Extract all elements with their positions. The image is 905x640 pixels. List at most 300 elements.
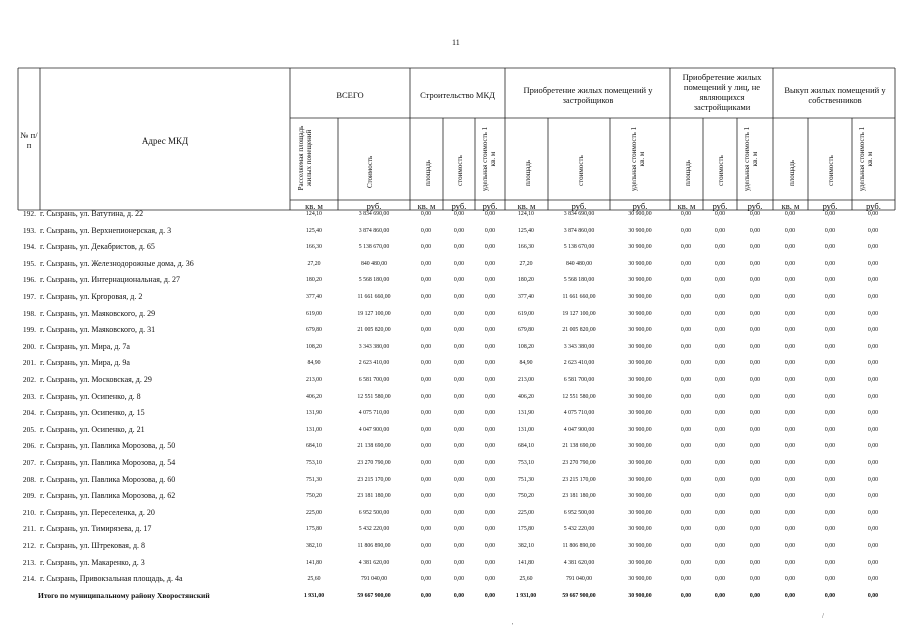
row-cell: 30 900,00 [628,310,652,317]
row-number: 210. [22,507,36,517]
row-cell: 0,00 [484,343,496,350]
row-cell: 0,00 [453,343,465,350]
row-cell: 0,00 [453,393,465,400]
row-number: 208. [22,474,36,484]
row-cell: 0,00 [784,377,796,383]
row-cell: 4 075 710,00 [563,410,595,417]
row-cell: 377,40 [306,294,322,300]
row-cell: 23 270 790,00 [357,460,391,466]
row-cell: 0,00 [714,227,726,234]
row-cell: 12 551 580,00 [562,393,596,400]
table-row [0,425,905,442]
row-cell: 0,00 [867,509,879,516]
row-cell: 0,00 [453,476,465,483]
row-cell: 166,30 [518,244,534,251]
row-cell: 131,90 [306,410,322,417]
row-cell: 0,00 [714,360,726,367]
row-cell: 0,00 [484,227,496,234]
row-cell: 30 900,00 [628,509,652,516]
row-number: 213. [22,557,36,567]
row-number: 199. [22,325,36,335]
row-cell: 0,00 [714,377,726,383]
row-cell: 5 568 180,00 [358,277,390,284]
table-row [0,342,905,359]
row-cell: 0,00 [867,393,879,400]
header-buyout: Выкуп жилых помещений у собственников [784,85,886,105]
row-cell: 0,00 [867,277,879,284]
row-cell: 30 900,00 [628,493,652,500]
table-row [0,358,905,375]
row-cell: 0,00 [824,410,836,417]
row-cell: 0,00 [784,211,796,217]
row-cell: 0,00 [824,260,836,267]
subheader-buy-unit: удельная стоимость 1 кв. м [858,126,874,192]
row-cell: 0,00 [749,294,761,300]
row-address: г. Сызрань, Привокзальная площадь, д. 4а [40,574,183,584]
unit-7: руб. [632,201,648,211]
row-cell: 0,00 [453,509,465,516]
row-cell: 382,10 [306,543,322,549]
row-cell: 59 667 900,00 [357,592,391,599]
row-cell: 0,00 [714,576,726,583]
row-address: г. Сызрань, ул. Павлика Морозова, д. 54 [40,458,176,467]
row-cell: 30 900,00 [628,592,652,599]
table-row [0,458,905,475]
row-cell: 0,00 [680,493,692,500]
row-cell: 0,00 [867,559,879,566]
unit-3: руб. [451,201,467,211]
row-address: г. Сызрань, ул. Тимирязева, д. 17 [40,524,152,534]
row-cell: 619,00 [306,310,322,317]
row-cell: 0,00 [714,244,726,251]
row-cell: 0,00 [680,227,692,234]
row-cell: 0,00 [484,377,496,383]
row-cell: 0,00 [867,244,879,251]
row-cell: 5 432 220,00 [358,526,390,533]
row-cell: 0,00 [420,310,432,317]
row-cell: 0,00 [484,260,496,267]
row-number: 193. [22,225,36,235]
row-cell: 0,00 [484,509,496,516]
row-cell: 30 900,00 [628,343,652,350]
row-cell: 11 806 890,00 [357,543,391,549]
row-number: 198. [22,308,36,318]
table-row [0,242,905,259]
row-cell: 0,00 [714,343,726,350]
row-cell: 108,20 [518,343,534,350]
unit-4: руб. [482,201,498,211]
row-number: 214. [22,574,36,584]
row-cell: 19 127 100,00 [357,310,391,317]
row-cell: 0,00 [749,460,761,466]
row-cell: 791 040,00 [565,576,593,583]
row-cell: 0,00 [824,493,836,500]
row-number: 212. [22,541,36,550]
row-cell: 4 381 620,00 [358,559,390,566]
row-cell: 4 381 620,00 [563,559,595,566]
table-row [0,226,905,243]
row-cell: 0,00 [714,310,726,317]
row-cell: 0,00 [484,543,496,549]
row-cell: 619,00 [518,310,534,317]
row-cell: 0,00 [824,460,836,466]
row-address: г. Сызрань, ул. Осипенко, д. 15 [40,408,145,418]
row-cell: 0,00 [420,576,432,583]
row-cell: 0,00 [714,410,726,417]
row-cell: 30 900,00 [628,360,652,367]
row-cell: 0,00 [484,294,496,300]
row-cell: 0,00 [420,294,432,300]
row-cell: 0,00 [420,493,432,500]
row-cell: 0,00 [749,526,761,533]
row-cell: 0,00 [749,410,761,417]
row-cell: 0,00 [867,211,879,217]
row-cell: 0,00 [784,559,796,566]
row-cell: 2 623 410,00 [358,360,390,367]
row-address: г. Сызрань, ул. Декабристов, д. 65 [40,242,155,252]
row-cell: 0,00 [784,310,796,317]
row-cell: 0,00 [680,460,692,466]
row-cell: 0,00 [784,443,796,450]
row-cell: 0,00 [453,493,465,500]
total-label: Итого по муниципальному району Хворостянский [38,590,210,600]
row-cell: 30 900,00 [628,410,652,417]
row-cell: 3 874 860,00 [563,227,595,234]
row-cell: 0,00 [420,543,432,549]
row-cell: 30 900,00 [628,244,652,251]
row-cell: 0,00 [824,509,836,516]
row-cell: 3 343 380,00 [563,343,595,350]
row-cell: 4 047 900,00 [358,426,390,433]
row-cell: 125,40 [518,227,534,234]
row-cell: 0,00 [484,476,496,483]
row-cell: 0,00 [453,592,465,599]
unit-11: кв. м [781,201,800,211]
row-cell: 0,00 [420,509,432,516]
row-cell: 124,10 [306,211,322,217]
row-address: г. Сызрань, ул. Осипенко, д. 21 [40,424,145,434]
row-address: г. Сызрань, ул. Маяковского, д. 31 [40,325,156,335]
row-cell: 0,00 [749,576,761,583]
table-row [0,275,905,292]
row-cell: 0,00 [420,393,432,400]
row-cell: 791 040,00 [360,576,388,583]
row-cell: 0,00 [824,393,836,400]
row-cell: 0,00 [484,310,496,317]
row-cell: 0,00 [867,592,879,599]
row-cell: 0,00 [680,360,692,367]
row-cell: 0,00 [453,559,465,566]
row-cell: 0,00 [749,343,761,350]
row-cell: 0,00 [484,211,496,217]
header-num: № п/п [20,130,38,150]
row-cell: 0,00 [680,310,692,317]
row-address: г. Сызрань, ул. Мира, д. 9а [40,358,130,368]
header-from-non-developers: Приобретение жилых помещений у лиц, не являющихся застройщиками [682,72,762,112]
row-cell: 0,00 [824,559,836,566]
row-cell: 406,20 [306,393,322,400]
row-cell: 0,00 [680,592,692,599]
row-cell: 0,00 [484,592,496,599]
row-cell: 0,00 [484,327,496,334]
row-cell: 751,30 [518,476,534,483]
row-cell: 750,20 [306,493,322,500]
header-total: ВСЕГО [336,90,364,100]
table-row [0,325,905,342]
row-cell: 30 900,00 [628,526,652,533]
row-cell: 11 661 660,00 [357,294,391,300]
row-cell: 0,00 [420,476,432,483]
row-cell: 0,00 [484,559,496,566]
row-cell: 0,00 [420,327,432,334]
row-cell: 30 900,00 [628,227,652,234]
row-cell: 30 900,00 [628,294,652,300]
table-row [0,309,905,326]
unit-12: руб. [822,201,838,211]
row-cell: 30 900,00 [628,460,652,466]
row-cell: 0,00 [784,543,796,549]
subheader-resettled-area: Расселяемая площадь жилых помещений [297,125,313,191]
row-cell: 0,00 [867,476,879,483]
unit-2: кв. м [417,201,436,211]
row-cell: 0,00 [824,526,836,533]
row-cell: 0,00 [420,426,432,433]
unit-13: руб. [866,201,881,211]
row-cell: 21 138 690,00 [357,443,391,450]
row-number: 206. [22,441,36,451]
row-cell: 0,00 [749,426,761,433]
row-number: 200. [22,341,36,351]
row-cell: 0,00 [680,443,692,450]
row-cell: 0,00 [867,443,879,450]
row-cell: 0,00 [484,493,496,500]
unit-0: кв. м [305,201,323,211]
row-cell: 30 900,00 [628,543,652,549]
row-cell: 0,00 [824,543,836,549]
row-cell: 166,30 [306,244,322,251]
row-cell: 0,00 [714,211,726,217]
row-cell: 0,00 [453,260,465,267]
row-cell: 30 900,00 [628,559,652,566]
row-cell: 0,00 [824,211,836,217]
row-cell: 225,00 [306,509,322,516]
row-cell: 0,00 [484,426,496,433]
row-cell: 0,00 [749,244,761,251]
row-number: 205. [22,424,36,434]
row-address: г. Сызрань, ул. Железнодорожные дома, д. 36 [40,258,194,268]
row-cell: 0,00 [680,559,692,566]
row-cell: 0,00 [824,576,836,583]
row-cell: 0,00 [784,592,796,599]
row-cell: 0,00 [867,426,879,433]
row-cell: 0,00 [484,443,496,450]
row-address: г. Сызрань, ул. Павлика Морозова, д. 50 [40,441,176,451]
row-cell: 0,00 [824,426,836,433]
row-cell: 30 900,00 [628,576,652,583]
row-cell: 0,00 [680,393,692,400]
unit-8: кв. м [677,201,696,211]
row-cell: 131,90 [518,410,534,417]
row-cell: 0,00 [680,426,692,433]
row-cell: 0,00 [484,576,496,583]
table-row [0,408,905,425]
row-cell: 0,00 [714,543,726,549]
row-address: г. Сызрань, ул. Верхнепионерская, д. 3 [40,225,172,235]
unit-5: кв. м [517,201,536,211]
row-cell: 2 623 410,00 [563,360,595,367]
row-cell: 27,20 [307,260,321,267]
row-cell: 0,00 [420,377,432,383]
row-cell: 0,00 [749,559,761,566]
row-cell: 0,00 [749,377,761,383]
subheader-buy-cost: стоимость [827,155,835,186]
subheader-constr-area: площадь [424,160,432,186]
row-cell: 175,80 [518,526,534,533]
row-cell: 0,00 [714,509,726,516]
row-address: г. Сызрань, ул. Осипенко, д. 8 [40,391,141,401]
subheader-dev-area: площадь [524,160,532,186]
row-cell: 0,00 [484,526,496,533]
row-cell: 0,00 [749,327,761,334]
row-cell: 23 215 170,00 [562,476,596,483]
row-cell: 0,00 [680,244,692,251]
row-cell: 0,00 [484,460,496,466]
row-cell: 0,00 [453,360,465,367]
row-cell: 0,00 [749,509,761,516]
row-number: 211. [23,524,36,534]
row-cell: 141,80 [518,559,534,566]
row-cell: 0,00 [420,592,432,599]
row-address: г. Сызрань, ул. Мира, д. 7а [40,341,130,351]
subheader-nondev-unit: удельная стоимость 1 кв. м [743,126,759,192]
row-cell: 0,00 [420,343,432,350]
row-cell: 11 661 660,00 [562,294,596,300]
row-cell: 0,00 [824,227,836,234]
row-cell: 0,00 [453,327,465,334]
row-cell: 0,00 [420,410,432,417]
row-cell: 3 834 690,00 [563,211,595,217]
row-cell: 6 581 700,00 [358,377,390,383]
row-cell: 59 667 900,00 [562,592,596,599]
row-cell: 684,10 [518,443,534,450]
row-cell: 0,00 [680,543,692,549]
row-cell: 0,00 [784,360,796,367]
row-cell: 27,20 [519,260,533,267]
scan-mark: / [822,612,824,620]
row-cell: 5 432 220,00 [563,526,595,533]
row-cell: 840 480,00 [565,260,593,267]
row-cell: 0,00 [714,592,726,599]
row-cell: 21 005 820,00 [562,327,596,334]
row-cell: 0,00 [749,360,761,367]
row-address: г. Сызрань, ул. Ватутина, д. 22 [40,209,144,218]
row-cell: 0,00 [784,576,796,583]
row-cell: 30 900,00 [628,211,652,217]
row-cell: 131,00 [518,426,534,433]
row-number: 197. [22,292,36,301]
subheader-constr-unit: удельная стоимость 1 кв. м [481,126,497,192]
row-cell: 12 551 580,00 [357,393,391,400]
row-cell: 141,80 [306,559,322,566]
row-cell: 225,00 [518,509,534,516]
row-cell: 0,00 [867,543,879,549]
table-row [0,508,905,525]
row-cell: 0,00 [453,410,465,417]
row-cell: 0,00 [453,426,465,433]
row-cell: 0,00 [824,343,836,350]
row-cell: 679,80 [306,327,322,334]
row-cell: 0,00 [784,227,796,234]
row-cell: 30 900,00 [628,393,652,400]
row-cell: 0,00 [680,211,692,217]
row-cell: 0,00 [784,476,796,483]
row-cell: 25,60 [519,576,533,583]
subheader-buy-area: площадь [788,160,796,186]
row-cell: 23 181 180,00 [357,493,391,500]
row-cell: 406,20 [518,393,534,400]
row-cell: 0,00 [714,493,726,500]
row-cell: 0,00 [824,327,836,334]
row-address: г. Сызрань, ул. Переселенка, д. 20 [40,507,155,517]
row-cell: 0,00 [784,244,796,251]
table-row [0,392,905,409]
row-cell: 30 900,00 [628,426,652,433]
row-cell: 0,00 [867,310,879,317]
row-address: г. Сызрань, ул. Московская, д. 29 [40,375,152,384]
row-number: 209. [22,491,36,501]
row-cell: 3 343 380,00 [358,343,390,350]
row-cell: 4 047 900,00 [563,426,595,433]
row-number: 204. [22,408,36,418]
row-cell: 0,00 [420,277,432,284]
row-address: г. Сызрань, ул. Макаренко, д. 3 [40,557,145,567]
row-cell: 4 075 710,00 [358,410,390,417]
page-number: 11 [452,38,460,47]
row-cell: 213,00 [306,377,322,383]
row-cell: 0,00 [453,277,465,284]
row-number: 195. [22,258,36,268]
row-cell: 0,00 [453,460,465,466]
row-cell: 0,00 [749,277,761,284]
row-number: 202. [22,375,36,384]
row-cell: 0,00 [453,227,465,234]
row-cell: 0,00 [453,543,465,549]
row-cell: 30 900,00 [628,476,652,483]
row-address: г. Сызрань, ул. Штрековая, д. 8 [40,541,146,550]
unit-9: руб. [712,201,728,211]
row-cell: 0,00 [714,277,726,284]
row-cell: 0,00 [749,393,761,400]
row-cell: 0,00 [680,260,692,267]
table-row [0,558,905,575]
row-cell: 0,00 [420,260,432,267]
row-cell: 21 138 690,00 [562,443,596,450]
row-cell: 6 952 500,00 [563,509,595,516]
row-cell: 0,00 [714,327,726,334]
row-cell: 0,00 [749,443,761,450]
row-cell: 23 270 790,00 [562,460,596,466]
row-cell: 0,00 [784,277,796,284]
row-cell: 0,00 [867,576,879,583]
row-cell: 1 931,00 [303,592,325,599]
header-construction: Строительство МКД [420,90,495,100]
row-cell: 0,00 [420,360,432,367]
row-cell: 0,00 [784,460,796,466]
row-cell: 0,00 [749,260,761,267]
row-cell: 0,00 [484,244,496,251]
row-cell: 750,20 [518,493,534,500]
subheader-nondev-area: площадь [684,160,692,186]
